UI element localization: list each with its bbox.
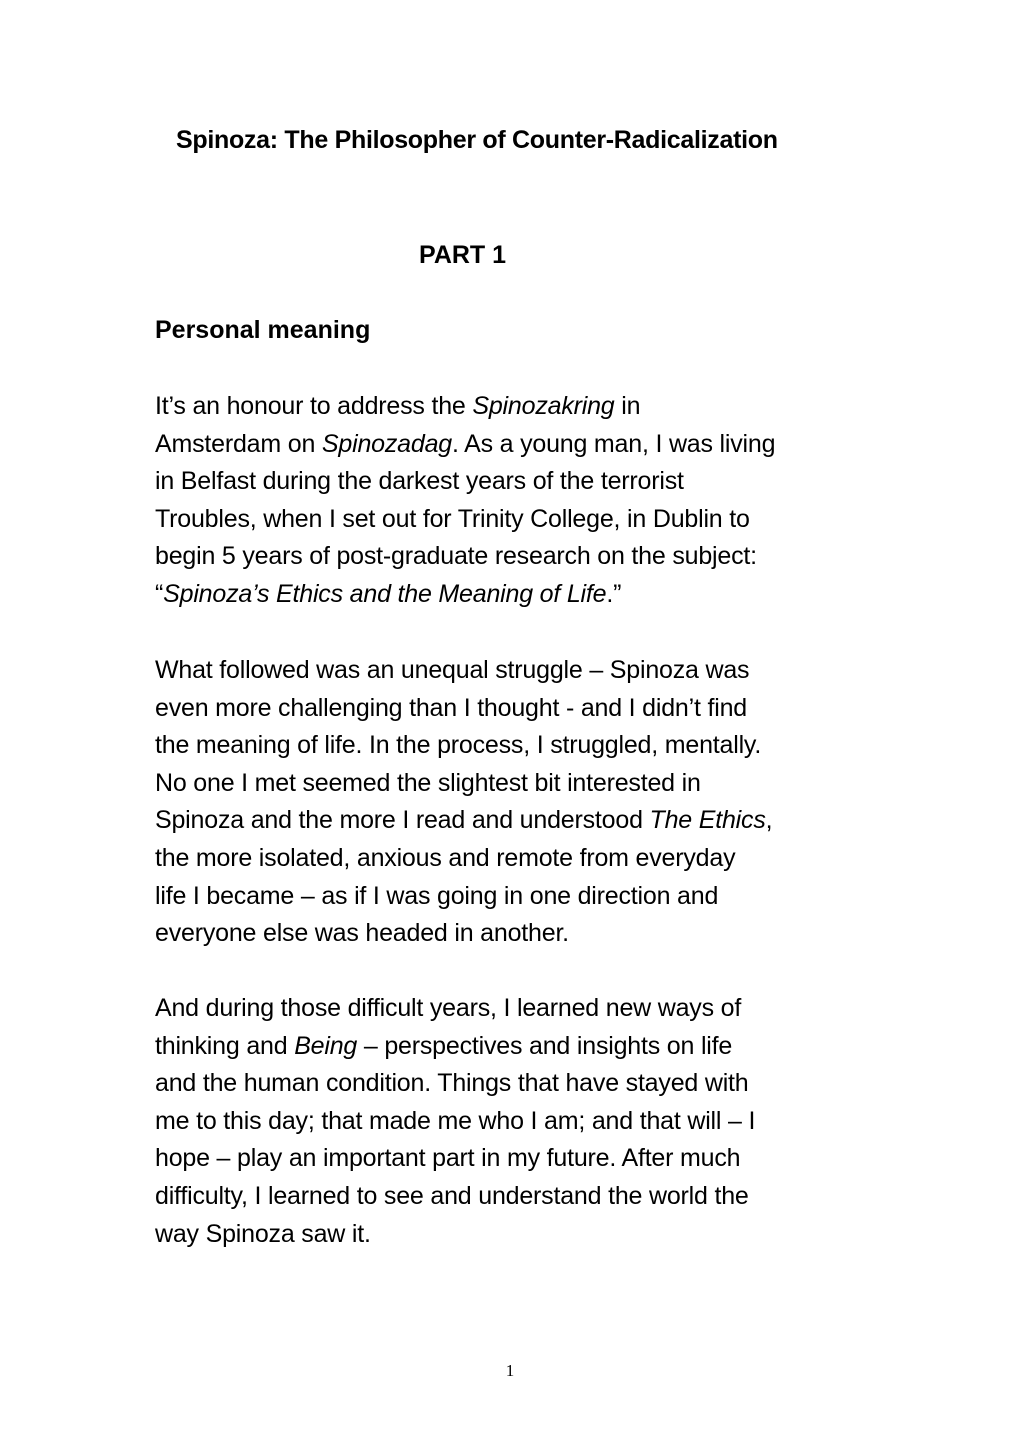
paragraph-line: What followed was an unequal struggle – Spinoza was: [155, 656, 750, 684]
italic-term: Spinoza’s Ethics and the Meaning of Life: [163, 579, 607, 608]
paragraph-line: in Belfast during the darkest years of the terrorist: [155, 467, 684, 496]
page-number: 1: [505, 1361, 515, 1380]
paragraph-line: Troubles, when I set out for Trinity College, in Dublin to: [155, 504, 750, 533]
paragraph-line: way Spinoza saw it.: [155, 1219, 371, 1248]
italic-term: Being: [294, 1031, 358, 1060]
paragraph-line: “Spinoza’s Ethics and the Meaning of Life.”: [155, 579, 622, 608]
paragraph-line: thinking and Being – perspectives and insights on life: [155, 1031, 733, 1060]
paragraph-line: even more challenging than I thought - and I didn’t find: [155, 693, 747, 722]
paragraph-line: me to this day; that made me who I am; and that will – I: [155, 1106, 756, 1135]
italic-term: The Ethics: [649, 806, 766, 835]
paragraph-line: everyone else was headed in another.: [155, 919, 569, 948]
paragraph-2: [155, 652, 772, 953]
paragraph-line: No one I met seemed the slightest bit interested in: [155, 768, 701, 797]
section-heading: Personal meaning: [155, 316, 371, 344]
paragraph-line: and the human condition. Things that have stayed with: [155, 1069, 749, 1098]
paragraph-line: life I became – as if I was going in one direction and: [155, 881, 719, 910]
paragraph-line: the more isolated, anxious and remote from everyday: [155, 843, 736, 872]
paragraph-line: difficulty, I learned to see and understand the world the: [155, 1181, 749, 1210]
paragraph-line: begin 5 years of post-graduate research on the subject:: [155, 542, 757, 571]
paragraph-3: [155, 990, 755, 1253]
paragraph-line: And during those difficult years, I learned new ways of: [155, 994, 742, 1022]
italic-term: Spinozadag: [321, 429, 452, 458]
paragraph-line: Spinoza and the more I read and understood The Ethics,: [155, 806, 773, 835]
part-heading: PART 1: [419, 241, 507, 269]
document-title: Spinoza: The Philosopher of Counter-Radicalization: [176, 126, 778, 154]
paragraph-line: hope – play an important part in my future. After much: [155, 1144, 741, 1173]
paragraph-line: Amsterdam on Spinozadag. As a young man, I was living: [155, 429, 776, 458]
paragraph-line: the meaning of life. In the process, I struggled, mentally.: [155, 731, 762, 760]
italic-term: Spinozakring: [472, 392, 615, 420]
paragraph-1: [155, 388, 775, 614]
paragraph-line: It’s an honour to address the Spinozakring in: [155, 392, 641, 420]
